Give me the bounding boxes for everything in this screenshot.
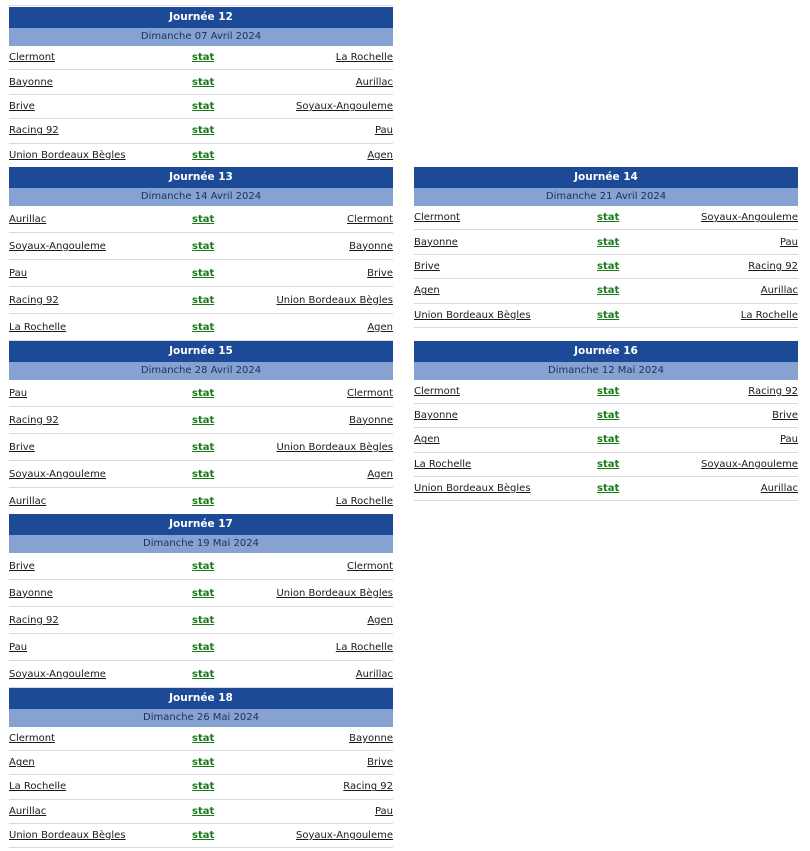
stat-link[interactable]: stat (192, 757, 215, 769)
journee-title: Journée 17 (9, 514, 393, 535)
away-team-link[interactable]: Clermont (347, 213, 393, 225)
stat-link[interactable]: stat (192, 441, 215, 453)
home-team-link[interactable]: Aurillac (9, 805, 47, 817)
away-team-link[interactable]: Brive (772, 410, 798, 422)
match-row (9, 634, 393, 661)
match-row (9, 380, 393, 407)
away-team-link[interactable]: Pau (779, 236, 798, 248)
match-row (414, 206, 798, 230)
stat-link[interactable]: stat (192, 387, 215, 399)
home-team-link[interactable]: La Rochelle (414, 458, 472, 470)
match-row (414, 230, 798, 254)
journee-date: Dimanche 26 Mai 2024 (9, 709, 393, 727)
stat-link[interactable]: stat (192, 321, 215, 333)
match-row (9, 233, 393, 260)
away-team-link[interactable]: Racing 92 (748, 260, 798, 272)
away-team-link[interactable]: Union Bordeaux Bègles (276, 587, 393, 599)
home-team-link[interactable]: Union Bordeaux Bègles (9, 829, 126, 841)
away-team-link[interactable]: La Rochelle (335, 641, 393, 653)
stat-link[interactable]: stat (192, 294, 215, 306)
journee-title: Journée 16 (414, 341, 798, 362)
match-row (9, 206, 393, 233)
journee-title: Journée 14 (414, 167, 798, 188)
away-team-link[interactable]: Bayonne (349, 733, 393, 745)
stat-link[interactable]: stat (192, 781, 215, 793)
home-team-link[interactable]: Pau (9, 641, 28, 653)
match-row (414, 428, 798, 452)
journee-title: Journée 18 (9, 688, 393, 709)
away-team-link[interactable]: Soyaux-Angouleme (296, 100, 393, 112)
stat-link[interactable]: stat (192, 560, 215, 572)
journee-title: Journée 13 (9, 167, 393, 188)
away-team-link[interactable]: Clermont (347, 560, 393, 572)
home-team-link[interactable]: Aurillac (9, 495, 47, 507)
home-team-link[interactable]: Pau (9, 387, 28, 399)
away-team-link[interactable]: Union Bordeaux Bègles (276, 441, 393, 453)
home-team-link[interactable]: Bayonne (414, 236, 458, 248)
away-team-link[interactable]: Agen (367, 321, 393, 333)
match-row (9, 407, 393, 434)
journee-date: Dimanche 28 Avril 2024 (9, 362, 393, 380)
home-team-link[interactable]: Soyaux-Angouleme (9, 468, 106, 480)
match-row (9, 727, 393, 751)
away-team-link[interactable]: Brive (367, 267, 393, 279)
stat-link[interactable]: stat (597, 212, 620, 224)
away-team-link[interactable]: Bayonne (349, 414, 393, 426)
away-team-link[interactable]: Union Bordeaux Bègles (276, 294, 393, 306)
match-row (9, 553, 393, 580)
journee-block (9, 514, 393, 688)
match-row (414, 255, 798, 279)
home-team-link[interactable]: Racing 92 (9, 614, 59, 626)
away-team-link[interactable]: Agen (367, 468, 393, 480)
away-team-link[interactable]: Soyaux-Angouleme (296, 829, 393, 841)
home-team-link[interactable]: Racing 92 (9, 294, 59, 306)
home-team-link[interactable]: Racing 92 (9, 125, 59, 137)
stat-link[interactable]: stat (192, 100, 215, 112)
away-team-link[interactable]: Pau (374, 125, 393, 137)
home-team-link[interactable]: Clermont (9, 733, 55, 745)
journee-title: Journée 12 (9, 7, 393, 28)
home-team-link[interactable]: Clermont (414, 386, 460, 398)
stat-link[interactable]: stat (597, 386, 620, 398)
match-row (414, 453, 798, 477)
away-team-link[interactable]: Aurillac (355, 76, 393, 88)
home-team-link[interactable]: La Rochelle (9, 321, 67, 333)
match-row (414, 380, 798, 404)
stat-link[interactable]: stat (192, 733, 215, 745)
away-team-link[interactable]: Bayonne (349, 240, 393, 252)
journee-title: Journée 15 (9, 341, 393, 362)
journee-block (9, 7, 393, 168)
away-team-link[interactable]: Aurillac (760, 285, 798, 297)
stat-link[interactable]: stat (597, 260, 620, 272)
home-team-link[interactable]: Agen (9, 757, 35, 769)
home-team-link[interactable]: Bayonne (9, 76, 53, 88)
journee-block (9, 167, 393, 341)
stat-link[interactable]: stat (192, 76, 215, 88)
stat-link[interactable]: stat (597, 482, 620, 494)
home-team-link[interactable]: Agen (414, 285, 440, 297)
away-team-link[interactable]: Soyaux-Angouleme (701, 458, 798, 470)
journee-date: Dimanche 19 Mai 2024 (9, 535, 393, 553)
match-row (9, 287, 393, 314)
home-team-link[interactable]: Bayonne (414, 410, 458, 422)
home-team-link[interactable]: Brive (9, 100, 35, 112)
journee-block (414, 167, 798, 328)
match-row (414, 404, 798, 428)
stat-link[interactable]: stat (192, 495, 215, 507)
home-team-link[interactable]: Soyaux-Angouleme (9, 240, 106, 252)
match-row (9, 119, 393, 143)
match-row (414, 477, 798, 501)
away-team-link[interactable]: La Rochelle (740, 309, 798, 321)
home-team-link[interactable]: Union Bordeaux Bègles (9, 149, 126, 161)
away-team-link[interactable]: Aurillac (760, 482, 798, 494)
home-team-link[interactable]: Agen (414, 434, 440, 446)
home-team-link[interactable]: La Rochelle (9, 781, 67, 793)
home-team-link[interactable]: Union Bordeaux Bègles (414, 309, 531, 321)
stat-link[interactable]: stat (192, 149, 215, 161)
stat-link[interactable]: stat (192, 805, 215, 817)
away-team-link[interactable]: Pau (779, 434, 798, 446)
journee-block (414, 341, 798, 501)
away-team-link[interactable]: Agen (367, 149, 393, 161)
match-row (9, 434, 393, 461)
home-team-link[interactable]: Union Bordeaux Bègles (414, 482, 531, 494)
match-row (9, 580, 393, 607)
stat-link[interactable]: stat (597, 458, 620, 470)
away-team-link[interactable]: La Rochelle (335, 495, 393, 507)
home-team-link[interactable]: Brive (9, 441, 35, 453)
stat-link[interactable]: stat (597, 236, 620, 248)
home-team-link[interactable]: Bayonne (9, 587, 53, 599)
match-row (9, 144, 393, 168)
home-team-link[interactable]: Pau (9, 267, 28, 279)
stat-link[interactable]: stat (192, 125, 215, 137)
away-team-link[interactable]: La Rochelle (335, 52, 393, 64)
stat-link[interactable]: stat (192, 668, 215, 680)
match-row (9, 661, 393, 688)
journee-date: Dimanche 12 Mai 2024 (414, 362, 798, 380)
away-team-link[interactable]: Clermont (347, 387, 393, 399)
home-team-link[interactable]: Aurillac (9, 213, 47, 225)
stat-link[interactable]: stat (192, 829, 215, 841)
stat-link[interactable]: stat (192, 240, 215, 252)
stat-link[interactable]: stat (192, 414, 215, 426)
journee-block (9, 688, 393, 848)
match-row (9, 461, 393, 488)
match-row (9, 314, 393, 341)
match-row (414, 279, 798, 303)
stat-link[interactable]: stat (192, 641, 215, 653)
journee-block (9, 341, 393, 515)
match-row (9, 488, 393, 515)
journee-date: Dimanche 14 Avril 2024 (9, 188, 393, 206)
stat-link[interactable]: stat (597, 410, 620, 422)
home-team-link[interactable]: Soyaux-Angouleme (9, 668, 106, 680)
journee-date: Dimanche 07 Avril 2024 (9, 28, 393, 46)
stat-link[interactable]: stat (192, 614, 215, 626)
match-row (9, 260, 393, 287)
match-row (9, 95, 393, 119)
stat-link[interactable]: stat (597, 285, 620, 297)
match-row (9, 70, 393, 94)
match-row (414, 304, 798, 328)
away-team-link[interactable]: Agen (367, 614, 393, 626)
journee-date: Dimanche 21 Avril 2024 (414, 188, 798, 206)
away-team-link[interactable]: Racing 92 (748, 386, 798, 398)
home-team-link[interactable]: Clermont (9, 52, 55, 64)
match-row (9, 751, 393, 775)
away-team-link[interactable]: Aurillac (355, 668, 393, 680)
match-row (9, 607, 393, 634)
stat-link[interactable]: stat (597, 309, 620, 321)
stat-link[interactable]: stat (597, 434, 620, 446)
match-row (9, 46, 393, 70)
match-row (9, 824, 393, 848)
stat-link[interactable]: stat (192, 52, 215, 64)
stat-link[interactable]: stat (192, 587, 215, 599)
home-team-link[interactable]: Brive (414, 260, 440, 272)
home-team-link[interactable]: Brive (9, 560, 35, 572)
top-divider (9, 5, 393, 6)
home-team-link[interactable]: Clermont (414, 212, 460, 224)
home-team-link[interactable]: Racing 92 (9, 414, 59, 426)
away-team-link[interactable]: Racing 92 (343, 781, 393, 793)
away-team-link[interactable]: Soyaux-Angouleme (701, 212, 798, 224)
away-team-link[interactable]: Pau (374, 805, 393, 817)
stat-link[interactable]: stat (192, 213, 215, 225)
match-row (9, 775, 393, 799)
match-row (9, 800, 393, 824)
away-team-link[interactable]: Brive (367, 757, 393, 769)
stat-link[interactable]: stat (192, 468, 215, 480)
stat-link[interactable]: stat (192, 267, 215, 279)
